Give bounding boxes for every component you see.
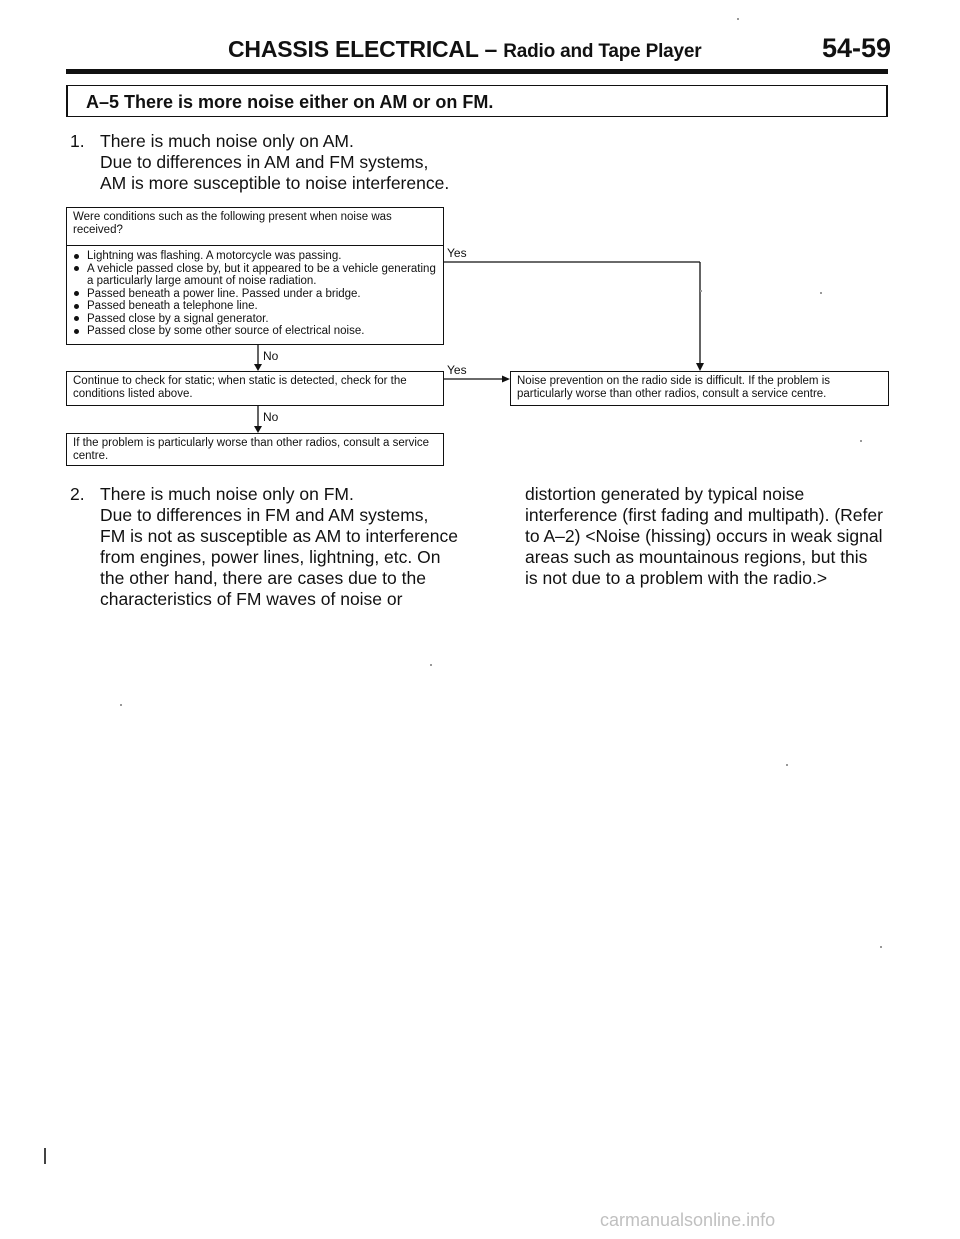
item1-line: Due to differences in AM and FM systems, <box>100 152 429 172</box>
item2-line: Due to differences in FM and AM systems, <box>100 505 429 525</box>
item2-right-column <box>525 484 889 589</box>
item2-line: is not due to a problem with the radio.> <box>525 568 828 588</box>
scan-speck <box>820 292 822 294</box>
item2-left-column <box>100 484 462 610</box>
condition-item: Passed beneath a power line. Passed under a bridge. <box>73 288 437 301</box>
scan-speck <box>786 764 788 766</box>
arrow-into-continue-box <box>254 364 262 371</box>
arrow-into-noise-box <box>696 363 704 371</box>
conditions-question: Were conditions such as the following present when noise was received? <box>73 211 392 236</box>
label-no-static: No <box>263 410 279 424</box>
scan-speck <box>120 704 122 706</box>
scan-speck <box>880 946 882 948</box>
scan-mark <box>44 1148 46 1164</box>
item2-line: FM is not as susceptible as AM to interference <box>100 526 458 546</box>
item2-line: distortion generated by typical noise <box>525 484 805 504</box>
item1-number: 1. <box>70 131 85 151</box>
condition-item: Lightning was flashing. A motorcycle was passing. <box>73 250 437 263</box>
flowchart-box-continue-check: Continue to check for static; when static is detected, check for the conditions listed above. <box>66 371 444 406</box>
condition-item: Passed close by some other source of electrical noise. <box>73 325 437 338</box>
label-no-conditions: No <box>263 349 279 363</box>
arrow-into-consult-box <box>254 426 262 433</box>
item2-number: 2. <box>70 484 85 504</box>
chapter-subtitle: Radio and Tape Player <box>503 41 702 62</box>
label-yes-conditions: Yes <box>447 246 467 260</box>
arrow-yes2 <box>502 376 510 383</box>
page-number: 54-59 <box>822 33 892 63</box>
condition-item: Passed beneath a telephone line. <box>73 300 437 313</box>
item2-line: from engines, power lines, lightning, etc. On <box>100 547 441 567</box>
flowchart-connectors <box>0 0 960 480</box>
flowchart-box-consult-centre: If the problem is particularly worse than other radios, consult a service centre. <box>66 433 444 466</box>
scan-speck <box>860 440 862 442</box>
label-yes-static: Yes <box>447 363 467 377</box>
item2-line: to A–2) <Noise (hissing) occurs in weak signal <box>525 526 883 546</box>
item2-line: areas such as mountainous regions, but this <box>525 547 868 567</box>
condition-item: A vehicle passed close by, but it appeared to be a vehicle generating a particularly large amount of noise radiation. <box>73 263 437 288</box>
item1-line: There is much noise only on AM. <box>100 131 354 151</box>
item2-line: the other hand, there are cases due to the <box>100 568 426 588</box>
section-title: A–5 There is more noise either on AM or on FM. <box>86 92 494 112</box>
flowchart-box-noise-prevention: Noise prevention on the radio side is difficult. If the problem is particularly worse than other radios, consult a service centre. <box>510 371 889 406</box>
item2-line: There is much noise only on FM. <box>100 484 354 504</box>
condition-item: Passed close by a signal generator. <box>73 313 437 326</box>
item1-line: AM is more susceptible to noise interference. <box>100 173 450 193</box>
scan-speck <box>430 664 432 666</box>
item2-line: interference (first fading and multipath). (Refer <box>525 505 883 525</box>
scan-speck <box>700 290 702 292</box>
item2-line: characteristics of FM waves of noise or <box>100 589 403 609</box>
footer-watermark: carmanualsonline.info <box>600 1210 776 1230</box>
scan-speck <box>737 18 739 20</box>
chapter-title: CHASSIS ELECTRICAL – <box>228 36 498 62</box>
